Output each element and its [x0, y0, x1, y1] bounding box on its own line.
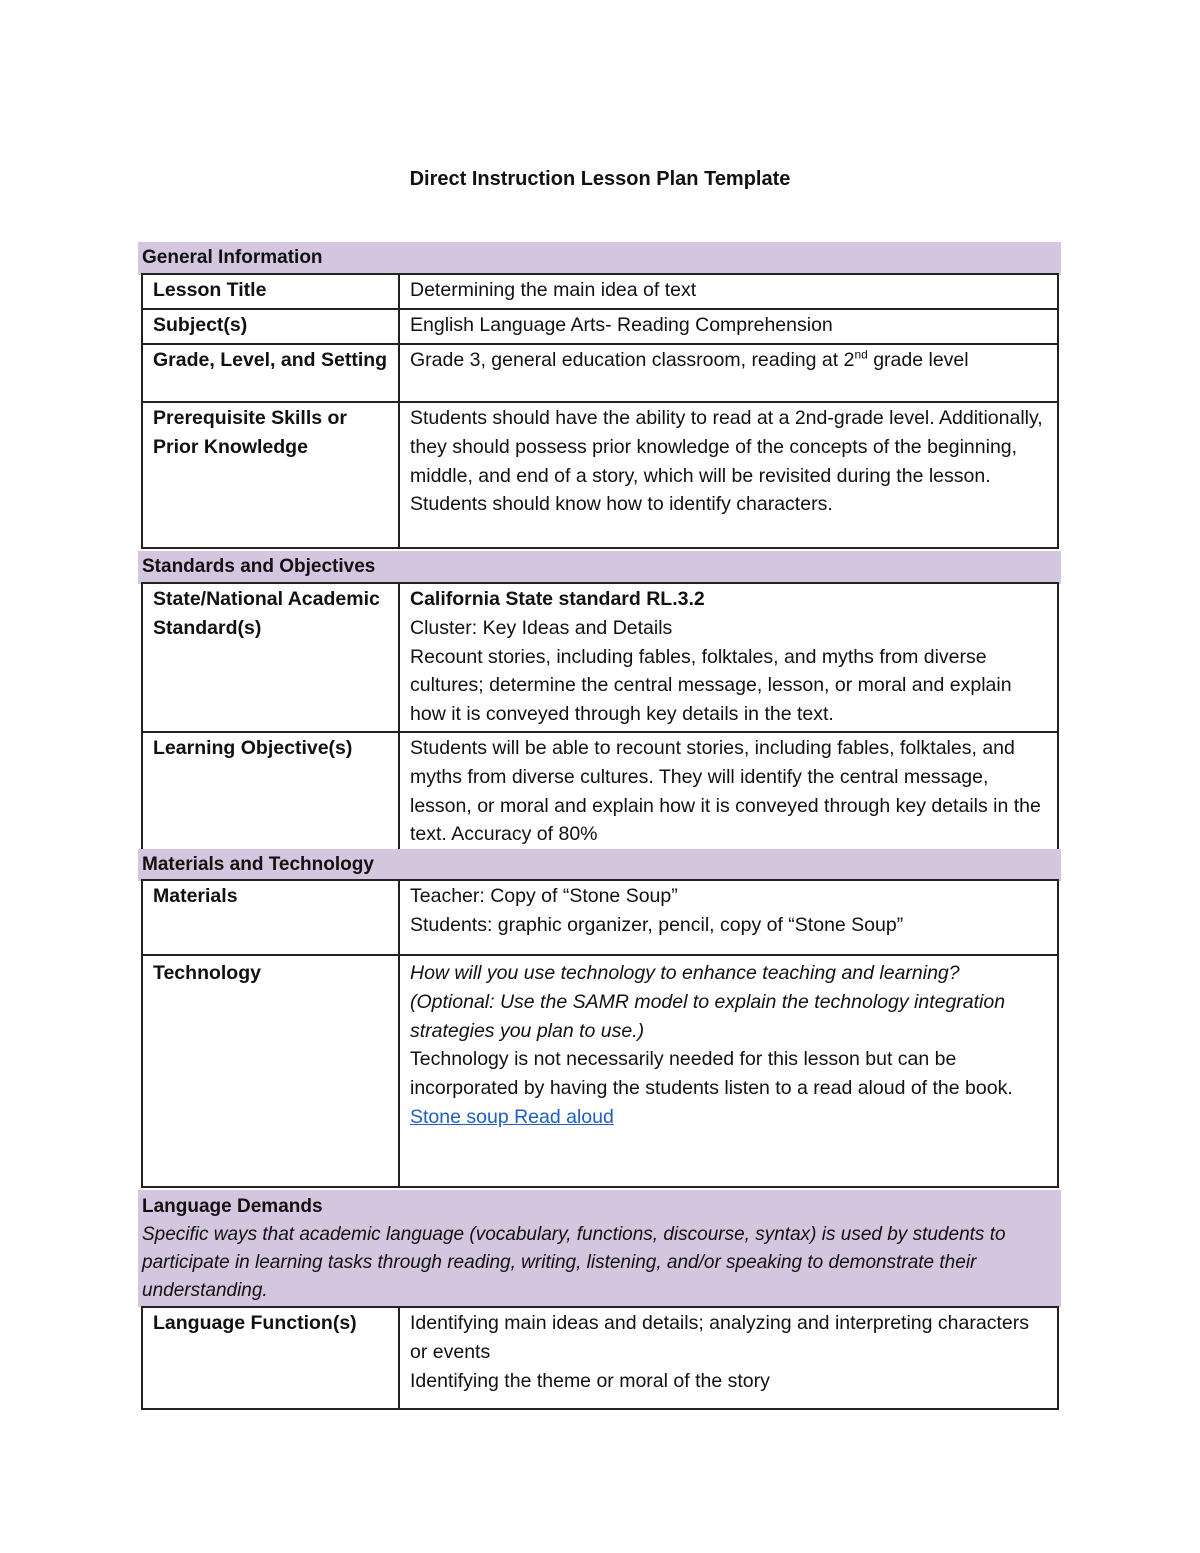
technology-value: [399, 955, 1058, 1187]
standard-value: [399, 583, 1058, 732]
language-function-label: Language Function(s): [142, 1307, 399, 1409]
objective-label: Learning Objective(s): [142, 732, 399, 852]
subjects-label: Subject(s): [142, 309, 399, 344]
prereq-value: Students should have the ability to read at a 2nd-grade level. Additionally, they should possess prior knowledge of the concepts of the beginning, middle, and end of a story, which will be revisited during the lesson. Students should know how to identify characters.: [399, 402, 1058, 548]
section-heading-materials: Materials and Technology: [142, 854, 374, 875]
table-row: [142, 732, 1058, 852]
language-description: Specific ways that academic language (vocabulary, functions, discourse, syntax) is used by students to participate in learning tasks through reading, writing, listening, and/or speaking to demonstrate their understanding.: [142, 1224, 1006, 1301]
section-header-materials: [138, 849, 1061, 881]
technology-label: Technology: [142, 955, 399, 1187]
objective-value: Students will be able to recount stories, including fables, folktales, and myths from diverse cultures. They will identify the central message, lesson, or moral and explain how it is conveyed through key details in the text. Accuracy of 80%: [399, 732, 1058, 852]
standard-cluster: Cluster: Key Ideas and Details: [410, 616, 673, 639]
materials-label: Materials: [142, 880, 399, 955]
subjects-value: English Language Arts- Reading Comprehension: [399, 309, 1058, 344]
materials-teacher: Teacher: Copy of “Stone Soup”: [410, 885, 678, 907]
standard-label: State/National Academic Standard(s): [142, 583, 399, 732]
section-header-general: [138, 242, 1061, 275]
technology-prompt: How will you use technology to enhance teaching and learning? (Optional: Use the SAMR model to explain the technology integration strategies you plan to use.): [410, 962, 1006, 1042]
grade-value: [399, 344, 1058, 402]
document-title: Direct Instruction Lesson Plan Template: [409, 168, 791, 190]
table-row: [142, 402, 1058, 548]
grade-value-text: Grade 3, general education classroom, reading at 2: [410, 349, 855, 371]
table-row: [142, 955, 1058, 1187]
language-table: [141, 1306, 1059, 1410]
section-header-standards: [138, 551, 1061, 584]
section-heading-language: Language Demands: [142, 1196, 323, 1217]
table-row: [142, 880, 1058, 955]
lesson-title-label: Lesson Title: [142, 274, 399, 309]
technology-text: Technology is not necessarily needed for this lesson but can be incorporated by having the students listen to a read aloud of the book.: [410, 1048, 1013, 1100]
standard-title: California State standard RL.3.2: [410, 588, 705, 610]
table-row: [142, 344, 1058, 402]
table-row: [142, 274, 1058, 309]
general-info-table: [141, 273, 1059, 549]
standards-table: [141, 582, 1059, 853]
section-heading-general: General Information: [142, 247, 323, 268]
section-header-language: [138, 1190, 1061, 1307]
materials-table: [141, 879, 1059, 1188]
table-row: [142, 1307, 1058, 1409]
lesson-title-value: Determining the main idea of text: [399, 274, 1058, 309]
language-function-line-2: Identifying the theme or moral of the story: [410, 1369, 770, 1392]
grade-label: Grade, Level, and Setting: [142, 344, 399, 402]
prereq-label: Prerequisite Skills or Prior Knowledge: [142, 402, 399, 548]
materials-value: [399, 880, 1058, 955]
section-heading-standards: Standards and Objectives: [142, 556, 376, 577]
grade-value-suffix: grade level: [867, 349, 969, 371]
table-row: [142, 309, 1058, 344]
materials-students: Students: graphic organizer, pencil, copy of “Stone Soup”: [410, 913, 904, 936]
table-row: [142, 583, 1058, 732]
read-aloud-link[interactable]: Stone soup Read aloud: [410, 1105, 614, 1128]
language-function-value: [399, 1307, 1058, 1409]
language-function-line-1: Identifying main ideas and details; analyzing and interpreting characters or events: [410, 1312, 1029, 1363]
standard-text: Recount stories, including fables, folktales, and myths from diverse cultures; determine the central message, lesson, or moral and explain how it is conveyed through key details in the text.: [410, 645, 1012, 726]
grade-value-superscript: nd: [854, 347, 868, 362]
